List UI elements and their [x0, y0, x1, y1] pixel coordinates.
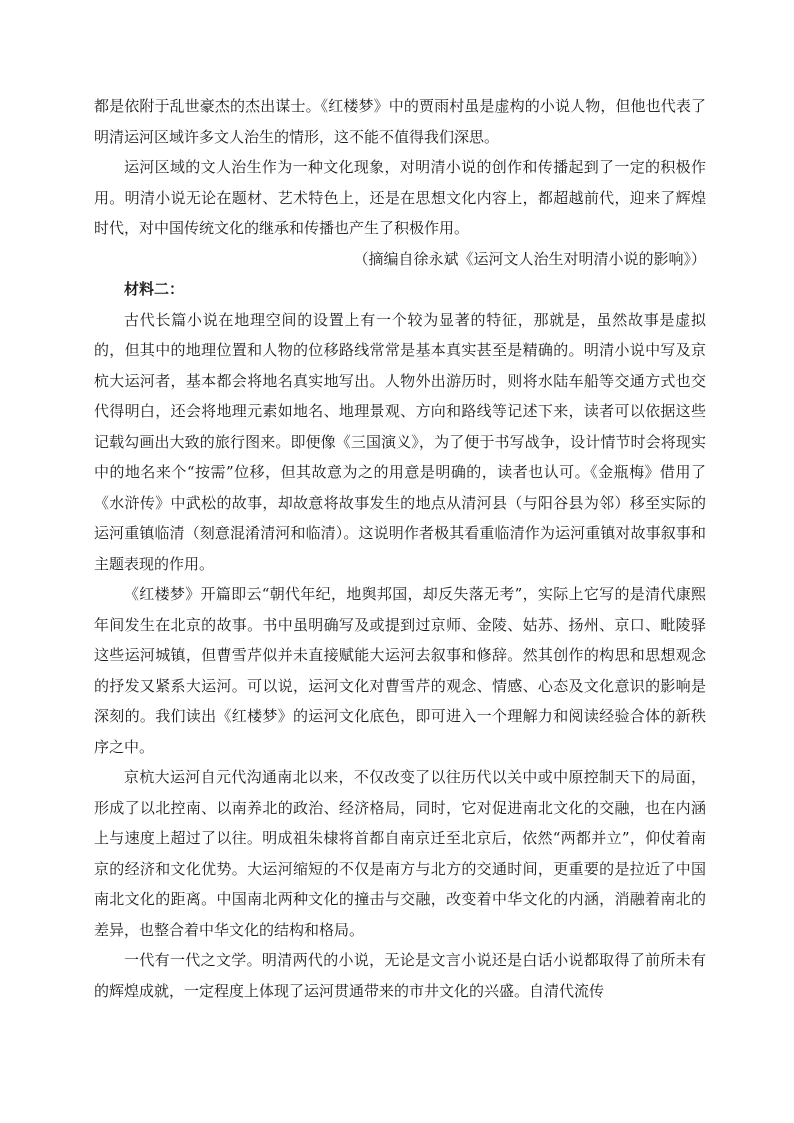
- paragraph-continuation: 都是依附于乱世豪杰的杰出谋士。《红楼梦》中的贾雨村虽是虚构的小说人物，但他也代表了明清运河区域许多文人治生的情形，这不能不值得我们深思。: [94, 97, 706, 146]
- paragraph: 古代长篇小说在地理空间的设置上有一个较为显著的特征，那就是，虽然故事是虚拟的，但其中的地理位置和人物的位移路线常常是基本真实甚至是精确的。明清小说中写及京杭大运河者，基本都会将地名真实地写出。人物外出游历时，则将水陆车船等交通方式也交代得明白，还会将地理元素如地名、地理景观、方向和路线等记述下来，读者可以依据这些记载勾画出大致的旅行图来。即便像《三国演义》，为了便于书写战争，设计情节时会将现实中的地名来个“按需”位移，但其故意为之的用意是明确的，读者也认可。《金瓶梅》借用了《水浒传》中武松的故事，却故意将故事发生的地点从清河县（与阳谷县为邻）移至实际的运河重镇临清（刻意混淆清河和临清）。这说明作者极其看重临清作为运河重镇对故事叙事和主题表现的作用。: [94, 310, 706, 573]
- section-heading: 材料二：: [124, 280, 185, 298]
- paragraph: 运河区域的文人治生作为一种文化现象，对明清小说的创作和传播起到了一定的积极作用。明清小说无论在题材、艺术特色上，还是在思想文化内容上，都超越前代，迎来了辉煌时代，对中国传统文化的继承和传播也产生了积极作用。: [94, 158, 706, 237]
- paragraph: 一代有一代之文学。明清两代的小说，无论是文言小说还是白话小说都取得了前所未有的辉煌成就，一定程度上体现了运河贯通带来的市井文化的兴盛。自清代流传: [94, 951, 706, 1000]
- document-page: [94, 0, 706, 1006]
- paragraph: 《红楼梦》开篇即云“朝代年纪，地舆邦国，却反失落无考”，实际上它写的是清代康熙年间发生在北京的故事。书中虽明确写及或提到过京师、金陵、姑苏、扬州、京口、毗陵驿这些运河城镇，但曹雪芹似并未直接赋能大运河去叙事和修辞。然其创作的构思和思想观念的抒发又紧系大运河。可以说，运河文化对曹雪芹的观念、情感、心态及文化意识的影响是深刻的。我们读出《红楼梦》的运河文化底色，即可进入一个理解力和阅读经验合体的新秩序之中。: [94, 585, 706, 756]
- citation: （摘编自徐永斌《运河文人治生对明清小说的影响》）: [353, 249, 706, 268]
- paragraph: 京杭大运河自元代沟通南北以来，不仅改变了以往历代以关中或中原控制天下的局面，形成了以北控南、以南养北的政治、经济格局，同时，它对促进南北文化的交融，也在内涵上与速度上超过了以往。明成祖朱棣将首都自南京迁至北京后，依然“两都并立”，仰仗着南京的经济和文化优势。大运河缩短的不仅是南方与北方的交通时间，更重要的是拉近了中国南北文化的距离。中国南北两种文化的撞击与交融，改变着中华文化的内涵，消融着南北的差异，也整合着中华文化的结构和格局。: [94, 768, 706, 939]
